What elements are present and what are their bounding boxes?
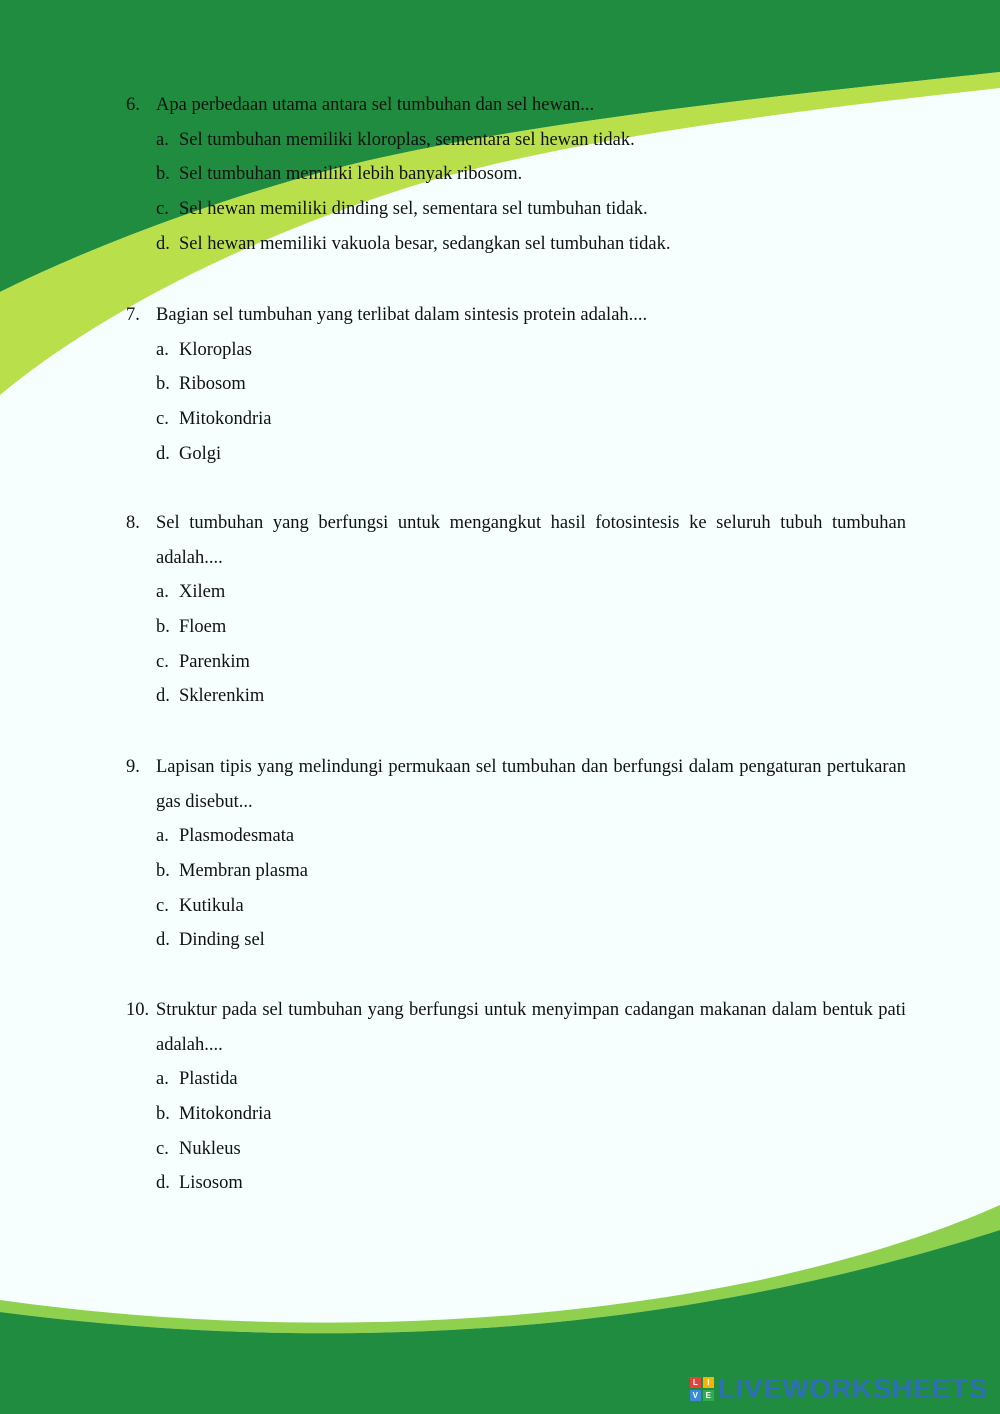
answer-options — [156, 1062, 906, 1201]
question-stem — [126, 88, 906, 123]
option-letter: c. — [156, 895, 169, 916]
option-text: Plastida — [179, 1069, 238, 1090]
option-text: Sklerenkim — [179, 686, 265, 707]
question-8 — [126, 506, 906, 714]
option-letter: a. — [156, 826, 169, 847]
option-letter: a. — [156, 339, 169, 360]
option-text: Membran plasma — [179, 861, 308, 882]
question-text: Apa perbedaan utama antara sel tumbuhan dan sel hewan... — [156, 95, 595, 115]
answer-option-d[interactable] — [156, 1166, 906, 1201]
question-7 — [126, 298, 906, 471]
option-letter: d. — [156, 233, 170, 254]
option-letter: d. — [156, 443, 170, 464]
option-text: Kutikula — [179, 895, 244, 916]
option-text: Sel hewan memiliki dinding sel, sementara sel tumbuhan tidak. — [179, 199, 648, 220]
option-text: Ribosom — [179, 374, 246, 395]
question-number: 10. — [126, 1000, 150, 1020]
answer-option-a[interactable] — [156, 819, 906, 854]
answer-option-a[interactable] — [156, 1062, 906, 1097]
option-text: Nukleus — [179, 1138, 241, 1159]
option-letter: b. — [156, 861, 170, 882]
option-letter: a. — [156, 1069, 169, 1090]
option-text: Golgi — [179, 443, 222, 464]
answer-option-a[interactable] — [156, 333, 906, 368]
brand-name: LIVEWORKSHEETS — [718, 1373, 988, 1404]
option-letter: c. — [156, 409, 169, 430]
option-letter: d. — [156, 1173, 170, 1194]
answer-option-a[interactable] — [156, 575, 906, 610]
question-stem — [126, 993, 906, 1062]
option-text: Kloroplas — [179, 339, 252, 360]
option-letter: b. — [156, 164, 170, 185]
option-text: Sel tumbuhan memiliki lebih banyak ribosom. — [179, 164, 523, 185]
question-text: Bagian sel tumbuhan yang terlibat dalam sintesis protein adalah.... — [156, 305, 648, 325]
answer-option-b[interactable] — [156, 367, 906, 402]
question-6 — [126, 88, 906, 261]
option-letter: c. — [156, 1138, 169, 1159]
option-letter: a. — [156, 129, 169, 150]
option-text: Mitokondria — [179, 1104, 272, 1125]
question-stem — [126, 750, 906, 819]
answer-option-d[interactable] — [156, 227, 906, 262]
answer-option-b[interactable] — [156, 610, 906, 645]
option-letter: b. — [156, 1104, 170, 1125]
answer-options — [156, 819, 906, 958]
question-text: Struktur pada sel tumbuhan yang berfungsi untuk menyimpan cadangan makanan dalam bentuk pati adalah.... — [156, 1000, 906, 1055]
option-letter: d. — [156, 930, 170, 951]
option-letter: c. — [156, 651, 169, 672]
question-number: 8. — [126, 513, 140, 533]
option-letter: b. — [156, 374, 170, 395]
question-number: 7. — [126, 305, 140, 325]
answer-option-b[interactable] — [156, 157, 906, 192]
option-letter: c. — [156, 199, 169, 220]
option-text: Sel hewan memiliki vakuola besar, sedangkan sel tumbuhan tidak. — [179, 233, 671, 254]
option-text: Parenkim — [179, 651, 250, 672]
option-text: Plasmodesmata — [179, 826, 295, 847]
option-text: Sel tumbuhan memiliki kloroplas, sementara sel hewan tidak. — [179, 129, 635, 150]
option-text: Lisosom — [179, 1173, 243, 1194]
question-number: 6. — [126, 95, 140, 115]
answer-option-b[interactable] — [156, 854, 906, 889]
option-letter: a. — [156, 582, 169, 603]
answer-option-d[interactable] — [156, 437, 906, 472]
answer-option-c[interactable] — [156, 192, 906, 227]
question-text: Lapisan tipis yang melindungi permukaan sel tumbuhan dan berfungsi dalam pengaturan pertukaran gas disebut... — [156, 757, 906, 812]
option-letter: d. — [156, 686, 170, 707]
answer-options — [156, 333, 906, 472]
answer-option-c[interactable] — [156, 1132, 906, 1167]
answer-option-a[interactable] — [156, 123, 906, 158]
answer-option-b[interactable] — [156, 1097, 906, 1132]
answer-option-d[interactable] — [156, 679, 906, 714]
answer-option-c[interactable] — [156, 402, 906, 437]
question-9 — [126, 750, 906, 958]
option-text: Xilem — [179, 582, 226, 603]
option-letter: b. — [156, 617, 170, 638]
answer-options — [156, 123, 906, 262]
question-number: 9. — [126, 757, 140, 777]
option-text: Mitokondria — [179, 409, 272, 430]
answer-option-c[interactable] — [156, 645, 906, 680]
question-stem — [126, 506, 906, 575]
option-text: Dinding sel — [179, 930, 265, 951]
option-text: Floem — [179, 617, 227, 638]
answer-option-c[interactable] — [156, 889, 906, 924]
question-text: Sel tumbuhan yang berfungsi untuk mengangkut hasil fotosintesis ke seluruh tubuh tumbuhan adalah.... — [156, 513, 906, 568]
question-stem — [126, 298, 906, 333]
question-10 — [126, 993, 906, 1201]
liveworksheets-logo-icon: L I V E — [690, 1377, 714, 1401]
answer-option-d[interactable] — [156, 923, 906, 958]
answer-options — [156, 575, 906, 714]
